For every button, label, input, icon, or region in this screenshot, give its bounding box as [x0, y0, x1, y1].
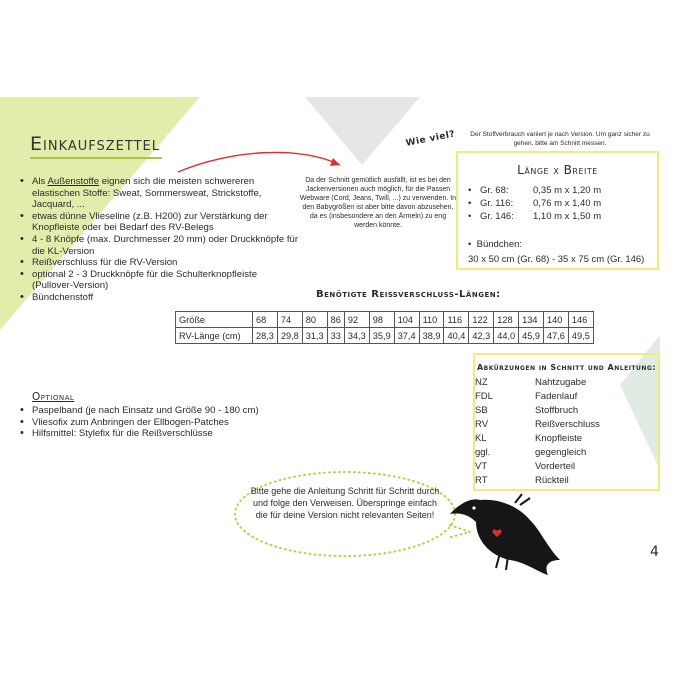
cuff-value: 30 x 50 cm (Gr. 68) - 35 x 75 cm (Gr. 146)	[468, 254, 645, 265]
abbreviation-key: NZ	[475, 377, 488, 388]
length-cell: 44,0	[494, 328, 519, 344]
list-item-text: eignen sich die meisten schwereren elastischen Stoffe: Sweat, Sommersweat, Strickstoffe, Jacquard, ...	[32, 176, 262, 211]
list-item: • optional 2 - 3 Druckknöpfe für die Schulterknopfleiste (Pullover-Version)	[20, 269, 300, 292]
fabric-usage-note: Der Stoffverbrauch variiert je nach Version. Um ganz sicher zu gehen, bitte am Schnitt messen.	[470, 131, 650, 147]
abbreviation-key: SB	[475, 405, 488, 416]
abbreviation-value: Knopfleiste	[535, 433, 583, 444]
shopping-list	[20, 176, 300, 304]
fabric-note: Da der Schnitt gemütlich ausfällt, ist es bei den Jackenversionen auch möglich, für die Passen Webware (Cord, Jeans, Twill, ...) zu verwenden. In den Babygrößen ist aber bitte davon abzusehen, da es (insbesondere an den Ärmeln) zu eng werden könnte.	[299, 177, 457, 229]
size-label: Gr. 116:	[480, 198, 514, 209]
length-cell: 37,4	[394, 328, 419, 344]
abbreviation-list	[475, 376, 600, 488]
size-cell: 74	[277, 312, 302, 328]
abbreviation-row	[475, 474, 600, 488]
table-row	[176, 328, 594, 344]
length-cell: 45,9	[519, 328, 544, 344]
page-title: Einkaufszettel	[30, 133, 160, 155]
zip-length-table	[175, 311, 594, 344]
abbreviation-value: Fadenlauf	[535, 391, 578, 402]
list-item: • Bündchenstoff	[20, 292, 300, 304]
size-cell: 68	[253, 312, 278, 328]
row-header: Größe	[176, 312, 253, 328]
length-cell: 34,3	[344, 328, 369, 344]
length-cell: 28,3	[253, 328, 278, 344]
size-rows	[468, 184, 601, 223]
list-item: • Paspelband (je nach Einsatz und Größe 90 - 180 cm)	[20, 405, 320, 417]
size-row: • Gr. 116: 0,76 m x 1,40 m	[468, 198, 602, 209]
size-cell: 140	[544, 312, 569, 328]
size-value: 0,76 m x 1,40 m	[533, 198, 602, 209]
abbreviation-title: Abkürzungen in Schnitt und Anleitung:	[476, 363, 657, 372]
abbreviation-box	[473, 353, 660, 491]
size-cell: 134	[519, 312, 544, 328]
list-item: • Hilfsmittel: Stylefix für die Reißverschlüsse	[20, 428, 320, 440]
abbreviation-row	[475, 390, 600, 404]
list-item: • 4 - 8 Knöpfe (max. Durchmesser 20 mm) oder Druckknöpfe für die KL-Version	[20, 234, 300, 257]
length-cell: 31,3	[302, 328, 327, 344]
length-cell: 47,6	[544, 328, 569, 344]
list-item: • Reißverschluss für die RV-Version	[20, 257, 300, 269]
length-cell: 29,8	[277, 328, 302, 344]
abbreviation-row	[475, 418, 600, 432]
size-cell: 116	[444, 312, 469, 328]
size-cell: 146	[568, 312, 593, 328]
list-item: • Vliesofix zum Anbringen der Ellbogen-Patches	[20, 417, 320, 429]
abbreviation-key: ggl.	[475, 447, 491, 458]
raven-icon	[450, 494, 560, 575]
speech-bubble-text: Bitte gehe die Anleitung Schritt für Schritt durch und folge den Verweisen. Überspringe einfach die für deine Version nicht relevanten Seiten!	[250, 486, 440, 520]
size-cell: 104	[394, 312, 419, 328]
length-cell: 35,9	[369, 328, 394, 344]
red-arrow	[178, 152, 340, 172]
abbreviation-row	[475, 446, 600, 460]
abbreviation-value: Nahtzugabe	[535, 377, 587, 388]
abbreviation-key: VT	[475, 461, 488, 472]
list-item: • etwas dünne Vlieseline (z.B. H200) zur Verstärkung der Knopfleiste oder bei Bedarf des RV-Belegs	[20, 211, 300, 234]
size-cell: 98	[369, 312, 394, 328]
abbreviation-row	[475, 404, 600, 418]
zip-table-title: Benötigte Reißverschluss-Längen:	[316, 289, 501, 300]
optional-list	[20, 405, 320, 440]
speech-bubble-tail	[447, 525, 470, 538]
abbreviation-row	[475, 432, 600, 446]
size-cell: 80	[302, 312, 327, 328]
title-underline	[30, 157, 162, 159]
length-cell: 42,3	[469, 328, 494, 344]
abbreviation-value: Reißverschluss	[535, 419, 600, 430]
size-row: • Gr. 146: 1,10 m x 1,50 m	[468, 211, 602, 222]
row-header: RV-Länge (cm)	[176, 328, 253, 344]
size-cell: 122	[469, 312, 494, 328]
red-arrow-head	[330, 158, 340, 166]
length-cell: 40,4	[444, 328, 469, 344]
abbreviation-value: Stoffbruch	[535, 405, 579, 416]
abbreviation-key: RV	[475, 419, 489, 430]
length-cell: 33	[327, 328, 344, 344]
size-label: Gr. 146:	[480, 211, 514, 222]
list-item-emphasis: Außenstoffe	[47, 176, 100, 187]
size-box-title: Länge x Breite	[517, 163, 598, 177]
abbreviation-row	[475, 376, 600, 390]
page-number: 4	[650, 544, 660, 560]
size-row: • Gr. 68: 0,35 m x 1,20 m	[468, 185, 602, 196]
table-row	[176, 312, 594, 328]
abbreviation-value: Vorderteil	[535, 461, 576, 472]
abbreviation-key: RT	[475, 475, 488, 486]
abbreviation-row	[475, 460, 600, 474]
length-cell: 49,5	[568, 328, 593, 344]
size-value: 0,35 m x 1,20 m	[533, 185, 602, 196]
wieviel-label: Wie viel?	[405, 129, 457, 149]
abbreviation-value: Rückteil	[535, 475, 569, 486]
size-cell: 92	[344, 312, 369, 328]
abbreviation-value: gegengleich	[535, 447, 587, 458]
abbreviation-key: KL	[475, 433, 487, 444]
optional-heading: Optional	[32, 391, 75, 403]
grey-triangle	[305, 97, 420, 165]
abbreviation-key: FDL	[475, 391, 493, 402]
fabric-size-box	[456, 151, 659, 270]
list-item	[20, 176, 300, 211]
cuff-label: • Bündchen:	[468, 239, 523, 250]
cuff-label-text: Bündchen:	[476, 239, 523, 250]
size-label: Gr. 68:	[480, 185, 509, 196]
size-cell: 86	[327, 312, 344, 328]
size-cell: 110	[419, 312, 444, 328]
size-cell: 128	[494, 312, 519, 328]
list-item-text: Als	[32, 176, 48, 187]
size-value: 1,10 m x 1,50 m	[533, 211, 602, 222]
length-cell: 38,9	[419, 328, 444, 344]
